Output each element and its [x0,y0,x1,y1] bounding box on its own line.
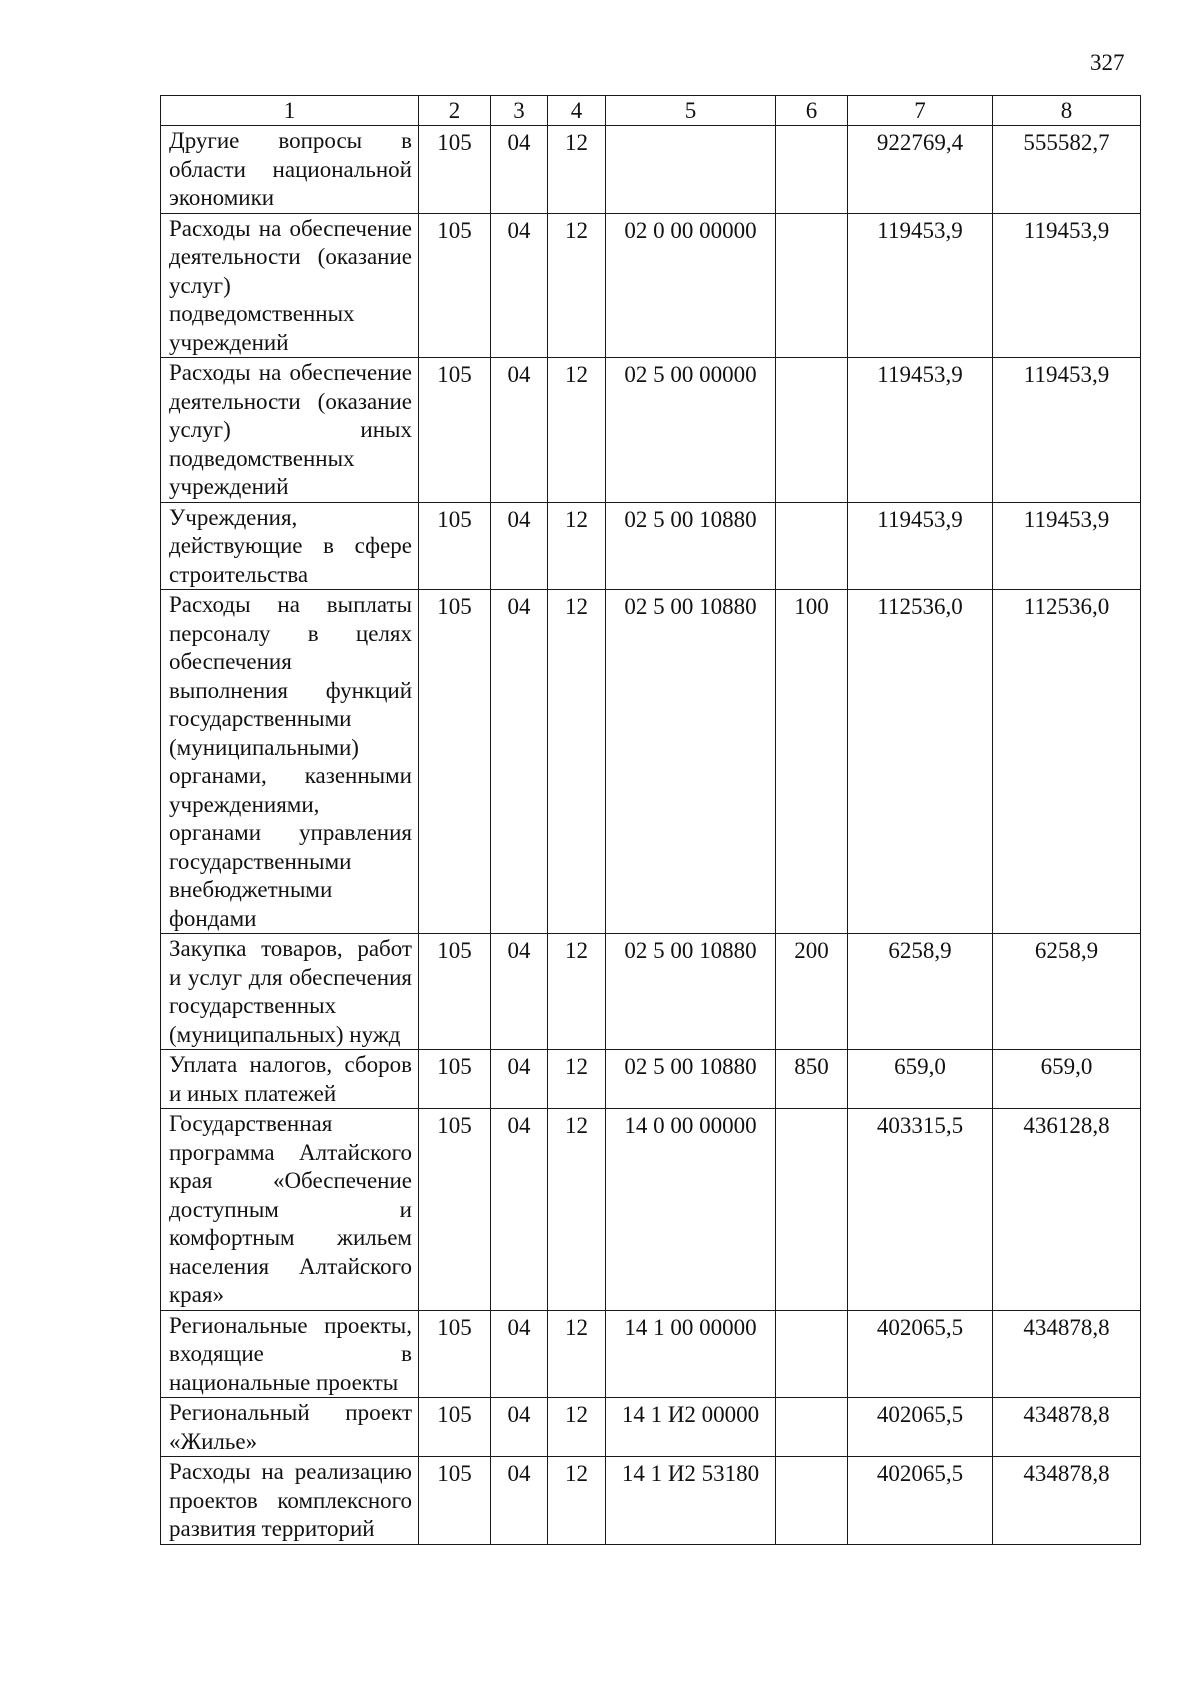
row-name-cell: Другие вопросы в области национальной экономики [161,126,419,214]
col7-cell: 119453,9 [848,213,993,358]
col8-cell: 119453,9 [993,213,1141,358]
row-name-cell: Расходы на обеспечение деятельности (оказание услуг) подведомственных учреждений [161,213,419,358]
col3-cell: 04 [491,213,548,358]
header-cell: 4 [548,96,606,126]
row-name-cell: Расходы на обеспечение деятельности (оказание услуг) иных подведомственных учреждений [161,358,419,503]
col3-cell: 04 [491,1050,548,1109]
col7-cell: 659,0 [848,1050,993,1109]
col2-cell: 105 [419,1398,491,1457]
row-name-cell: Государственная программа Алтайского края «Обеспечение доступным и комфортным жильем населения Алтайского края» [161,1109,419,1311]
col3-cell: 04 [491,126,548,214]
col5-cell: 14 0 00 00000 [606,1109,776,1311]
col4-cell: 12 [548,1310,606,1398]
col4-cell: 12 [548,1109,606,1311]
col4-cell: 12 [548,213,606,358]
table-row [161,126,1141,214]
col3-cell: 04 [491,502,548,590]
col4-cell: 12 [548,126,606,214]
col6-cell [776,1310,848,1398]
col3-cell: 04 [491,358,548,503]
col4-cell: 12 [548,934,606,1050]
col5-cell [606,126,776,214]
col2-cell: 105 [419,1050,491,1109]
table-row [161,1398,1141,1457]
table-row [161,590,1141,934]
col2-cell: 105 [419,1109,491,1311]
header-row [161,96,1141,126]
col4-cell: 12 [548,1398,606,1457]
col8-cell: 112536,0 [993,590,1141,934]
col3-cell: 04 [491,934,548,1050]
col8-cell: 434878,8 [993,1457,1141,1545]
col2-cell: 105 [419,1457,491,1545]
header-cell: 8 [993,96,1141,126]
table-row [161,934,1141,1050]
col8-cell: 119453,9 [993,502,1141,590]
col7-cell: 402065,5 [848,1457,993,1545]
table-row [161,1457,1141,1545]
col8-cell: 434878,8 [993,1310,1141,1398]
header-cell: 1 [161,96,419,126]
table-row [161,358,1141,503]
header-cell: 2 [419,96,491,126]
col3-cell: 04 [491,1109,548,1311]
col6-cell [776,1398,848,1457]
col5-cell: 02 5 00 00000 [606,358,776,503]
col6-cell: 200 [776,934,848,1050]
col4-cell: 12 [548,1457,606,1545]
col2-cell: 105 [419,934,491,1050]
col7-cell: 6258,9 [848,934,993,1050]
col8-cell: 6258,9 [993,934,1141,1050]
col7-cell: 403315,5 [848,1109,993,1311]
col6-cell [776,213,848,358]
col7-cell: 402065,5 [848,1398,993,1457]
col7-cell: 402065,5 [848,1310,993,1398]
col4-cell: 12 [548,502,606,590]
row-name-cell: Учреждения, действующие в сфере строительства [161,502,419,590]
col3-cell: 04 [491,1310,548,1398]
col5-cell: 02 5 00 10880 [606,1050,776,1109]
col8-cell: 119453,9 [993,358,1141,503]
col2-cell: 105 [419,590,491,934]
col6-cell [776,502,848,590]
table-row [161,502,1141,590]
col2-cell: 105 [419,213,491,358]
budget-table [160,95,1141,1545]
col5-cell: 14 1 И2 53180 [606,1457,776,1545]
row-name-cell: Расходы на выплаты персоналу в целях обеспечения выполнения функций государственными (муниципальными) органами, казенными учреждениями, органами управления государственными внебюджетными фондами [161,590,419,934]
header-cell: 5 [606,96,776,126]
col6-cell [776,1457,848,1545]
col6-cell [776,126,848,214]
col3-cell: 04 [491,1398,548,1457]
col8-cell: 659,0 [993,1050,1141,1109]
col7-cell: 922769,4 [848,126,993,214]
col2-cell: 105 [419,502,491,590]
col5-cell: 02 5 00 10880 [606,502,776,590]
row-name-cell: Уплата налогов, сборов и иных платежей [161,1050,419,1109]
table-row [161,1050,1141,1109]
row-name-cell: Региональный проект «Жилье» [161,1398,419,1457]
row-name-cell: Расходы на реализацию проектов комплексного развития территорий [161,1457,419,1545]
table-row [161,1109,1141,1311]
col2-cell: 105 [419,358,491,503]
col7-cell: 119453,9 [848,502,993,590]
col5-cell: 02 0 00 00000 [606,213,776,358]
col5-cell: 02 5 00 10880 [606,934,776,1050]
col2-cell: 105 [419,1310,491,1398]
header-cell: 6 [776,96,848,126]
table-row [161,1310,1141,1398]
col4-cell: 12 [548,590,606,934]
col6-cell [776,358,848,503]
col8-cell: 436128,8 [993,1109,1141,1311]
row-name-cell: Региональные проекты, входящие в национальные проекты [161,1310,419,1398]
header-cell: 3 [491,96,548,126]
page-number: 327 [1090,50,1125,75]
header-cell: 7 [848,96,993,126]
row-name-cell: Закупка товаров, работ и услуг для обеспечения государственных (муниципальных) нужд [161,934,419,1050]
col7-cell: 119453,9 [848,358,993,503]
col4-cell: 12 [548,358,606,503]
col6-cell: 100 [776,590,848,934]
col5-cell: 14 1 00 00000 [606,1310,776,1398]
col3-cell: 04 [491,590,548,934]
col5-cell: 02 5 00 10880 [606,590,776,934]
col6-cell: 850 [776,1050,848,1109]
col2-cell: 105 [419,126,491,214]
col8-cell: 434878,8 [993,1398,1141,1457]
col6-cell [776,1109,848,1311]
col8-cell: 555582,7 [993,126,1141,214]
col4-cell: 12 [548,1050,606,1109]
col5-cell: 14 1 И2 00000 [606,1398,776,1457]
col7-cell: 112536,0 [848,590,993,934]
col3-cell: 04 [491,1457,548,1545]
table-row [161,213,1141,358]
